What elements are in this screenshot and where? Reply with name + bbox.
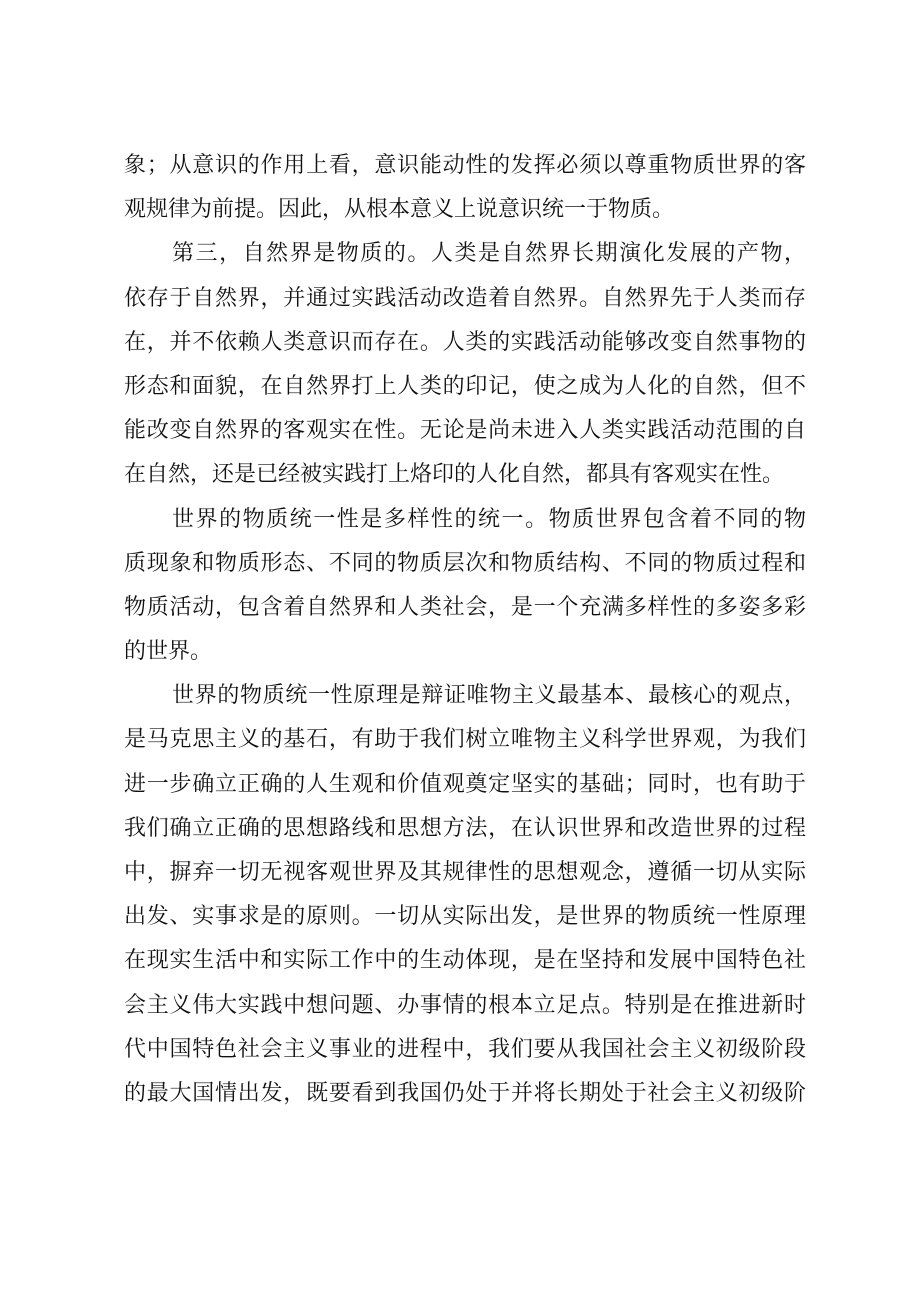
text-line: 观规律为前提。因此，从根本意义上说意识统一于物质。 [124, 197, 675, 223]
body-text [124, 144, 806, 1116]
text-line: 进一步确立正确的人生观和价值观奠定坚实的基础；同时，也有助于 [124, 771, 806, 797]
text-line: 的最大国情出发，既要看到我国仍处于并将长期处于社会主义初级阶 [124, 1080, 806, 1106]
text-line: 能改变自然界的客观实在性。无论是尚未进入人类实践活动范围的自 [124, 418, 806, 444]
text-line: 会主义伟大实践中想问题、办事情的根本立足点。特别是在推进新时 [124, 992, 806, 1018]
paragraph-first-line: 世界的物质统一性原理是辩证唯物主义最基本、最核心的观点， [172, 683, 806, 709]
text-line: 形态和面貌，在自然界打上人类的印记，使之成为人化的自然，但不 [124, 373, 806, 399]
text-line: 物质活动，包含着自然界和人类社会，是一个充满多样性的多姿多彩 [124, 594, 806, 620]
text-line: 出发、实事求是的原则。一切从实际出发，是世界的物质统一性原理 [124, 904, 806, 930]
text-line: 的世界。 [124, 639, 213, 665]
text-line: 中，摒弃一切无视客观世界及其规律性的思想观念，遵循一切从实际 [124, 860, 806, 885]
text-line: 我们确立正确的思想路线和思想方法，在认识世界和改造世界的过程 [124, 815, 806, 841]
text-line: 是马克思主义的基石，有助于我们树立唯物主义科学世界观，为我们 [124, 727, 806, 753]
text-line: 代中国特色社会主义事业的进程中，我们要从我国社会主义初级阶段 [124, 1036, 806, 1062]
paragraph-first-line: 第三，自然界是物质的。人类是自然界长期演化发展的产物， [172, 241, 806, 267]
text-line: 依存于自然界，并通过实践活动改造着自然界。自然界先于人类而存 [124, 285, 806, 311]
text-line: 象；从意识的作用上看，意识能动性的发挥必须以尊重物质世界的客 [124, 153, 806, 178]
paragraph-first-line: 世界的物质统一性是多样性的统一。物质世界包含着不同的物 [172, 506, 806, 532]
text-line: 在现实生活中和实际工作中的生动体现，是在坚持和发展中国特色社 [124, 948, 806, 974]
text-line: 在，并不依赖人类意识而存在。人类的实践活动能够改变自然事物的 [124, 329, 806, 355]
text-line: 在自然，还是已经被实践打上烙印的人化自然，都具有客观实在性。 [124, 462, 785, 488]
text-line: 质现象和物质形态、不同的物质层次和物质结构、不同的物质过程和 [124, 550, 806, 576]
